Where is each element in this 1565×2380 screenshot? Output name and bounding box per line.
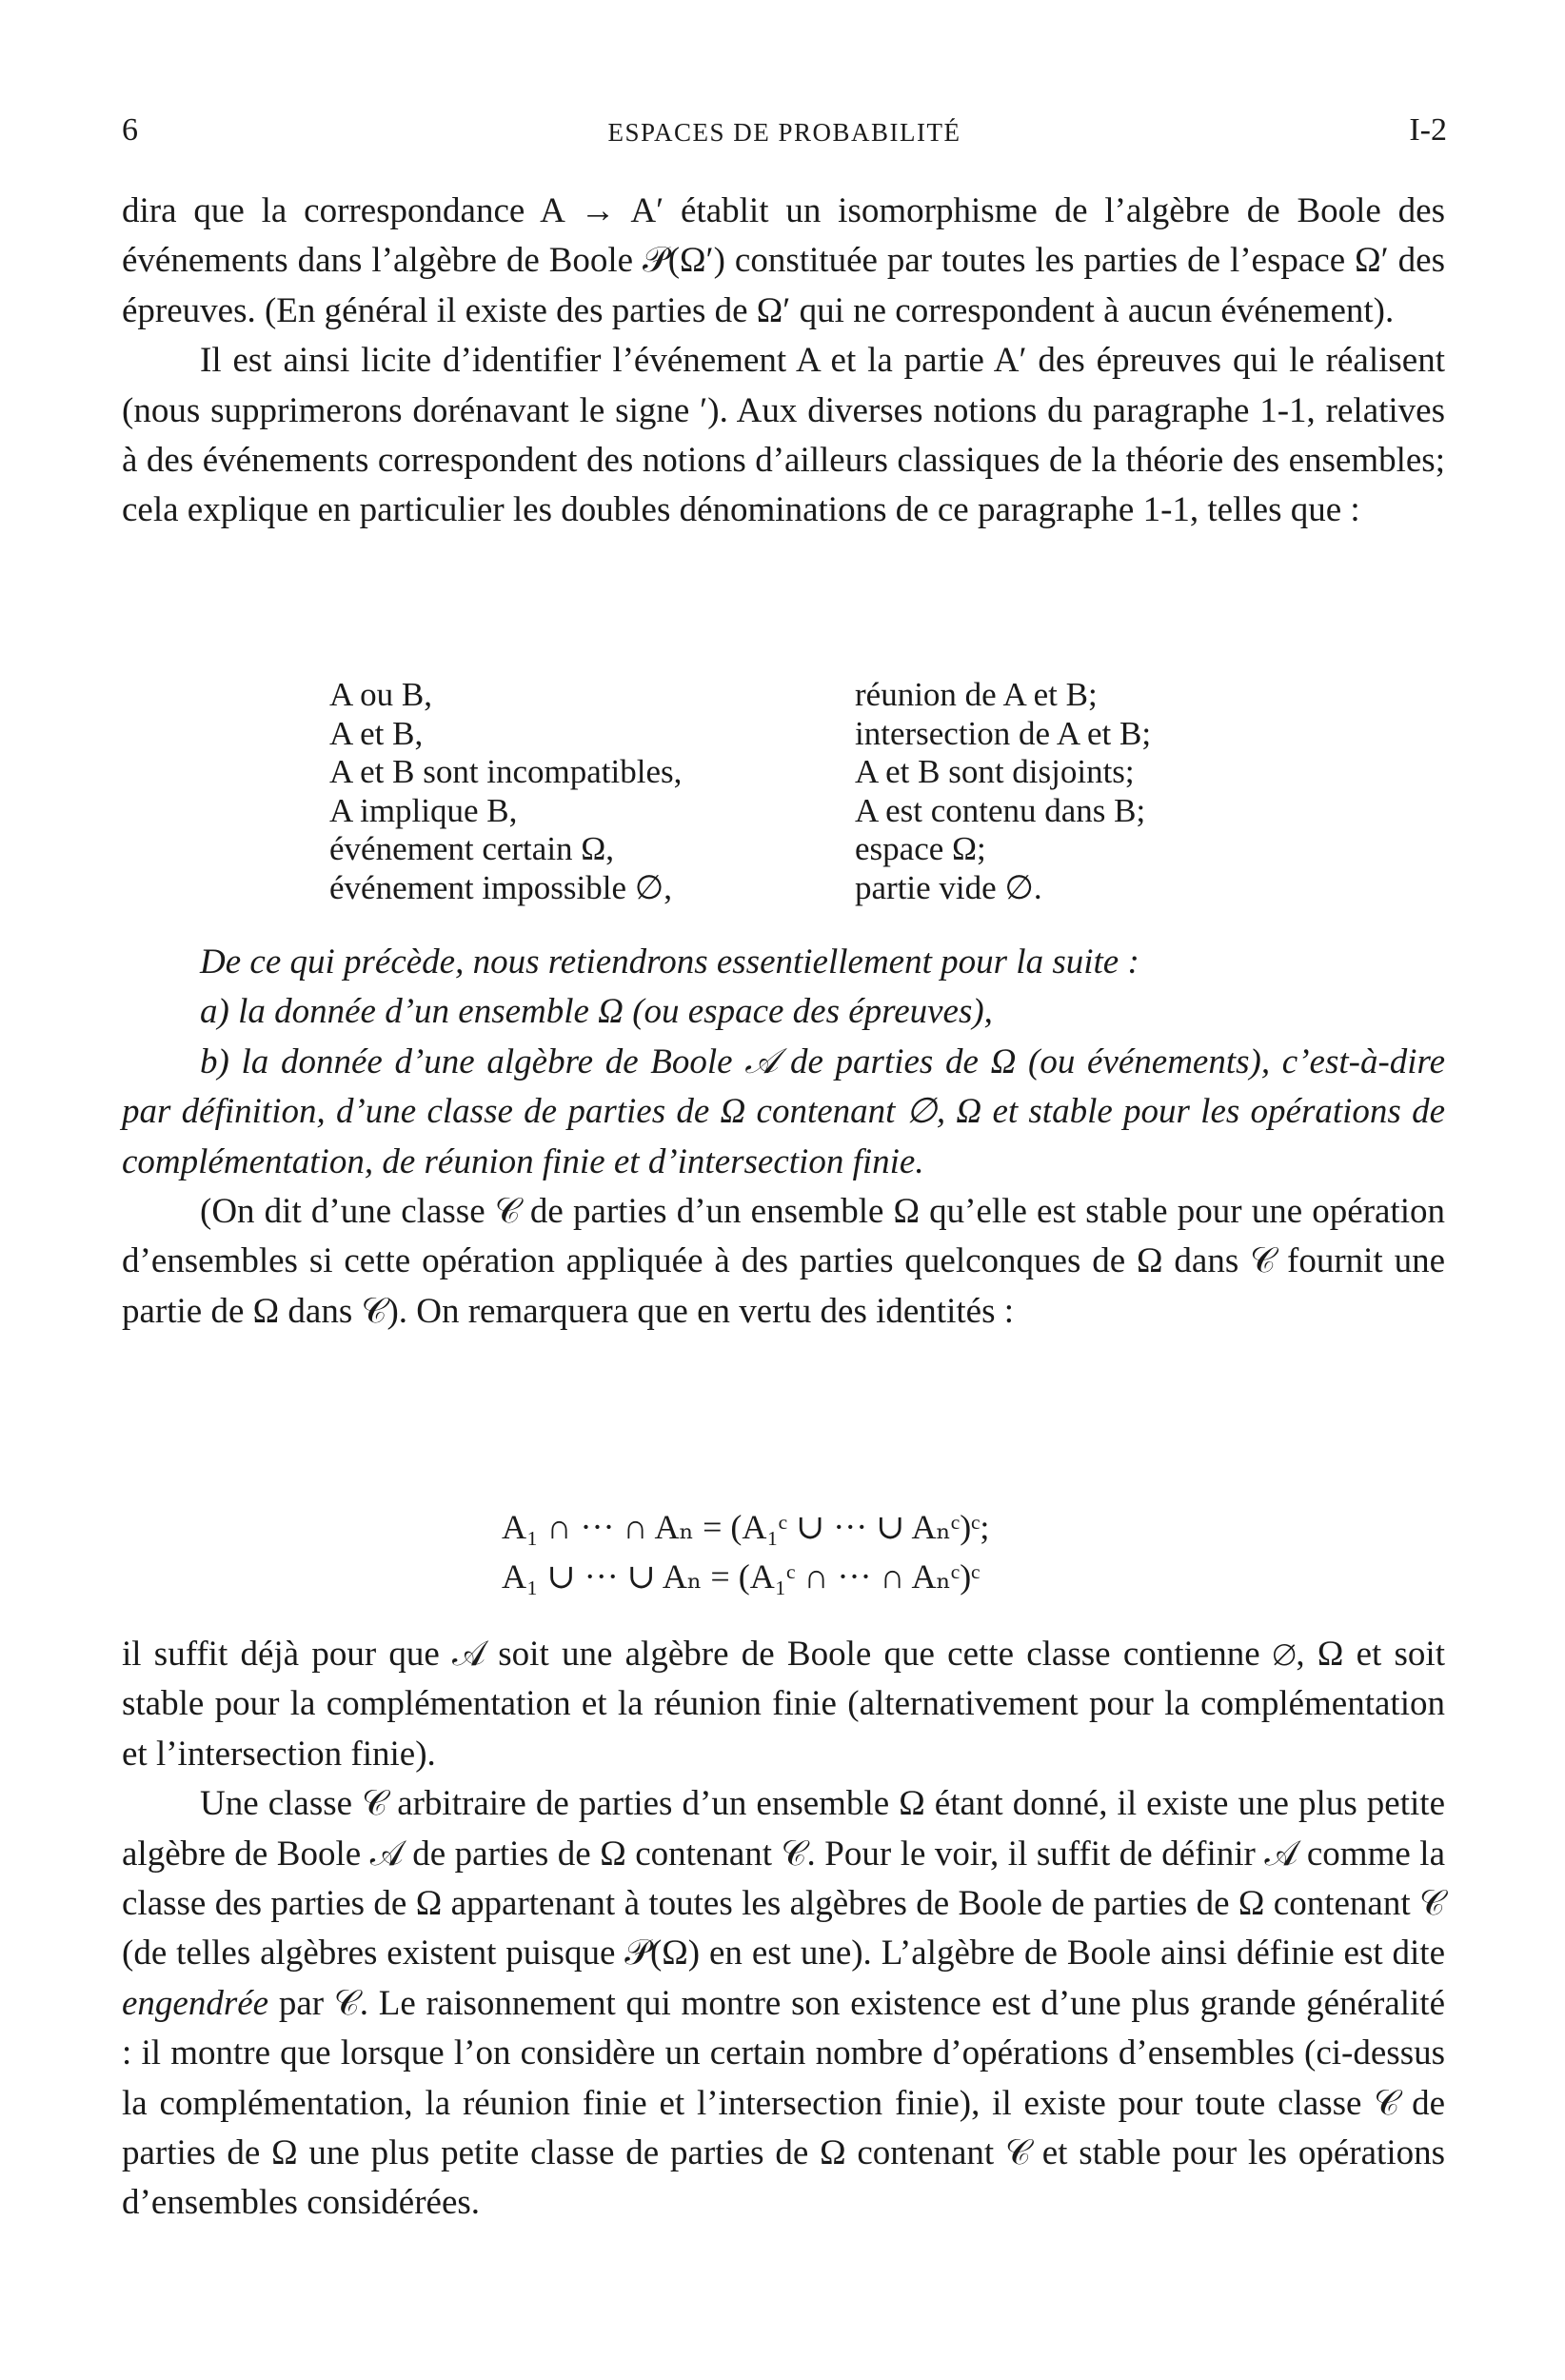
paragraph-identification: Il est ainsi licite d’identifier l’événement A et la partie A′ des épreuves qui le réalisent (nous supprimerons dorénavant le signe ′). Aux diverses notions du paragraphe 1-1, relatives à des événements correspondent des notions d’ailleurs classiques de la théorie des ensembles; cela explique en particulier les doubles dénominations de ce paragraphe 1-1, telles que : [122,341,1445,530]
set-term: intersection de A et B; [855,714,1152,752]
generated-part-2: par 𝒞. Le raisonnement qui montre son existence est d’une plus grande généralité : il montre que lorsque l’on considère un certain nombre d’opérations d’ensembles (ci-dessus la complémentation, la réunion finie et l’intersection finie), il existe pour toute classe 𝒞 de parties de Ω une plus petite classe de parties de Ω contenant 𝒞 et stable pour les opérations d’ensembles considérées. [122,1983,1445,2223]
bottom-text-block [122,1630,1445,2229]
paragraph-suffit: il suffit déjà pour que 𝒜 soit une algèbre de Boole que cette classe contienne ∅, Ω et soit stable pour la complémentation et la réunion finie (alternativement pour la complémentation et l’intersection finie). [122,1635,1445,1774]
event-term: A et B, [329,714,424,752]
running-header [122,112,1447,160]
set-term: espace Ω; [855,830,986,867]
event-term: événement impossible ∅, [329,868,672,906]
section-number: I-2 [1409,112,1447,148]
correspondence-table [329,676,1281,907]
set-term: réunion de A et B; [855,676,1098,713]
pair-row [329,676,1281,715]
pair-row [329,792,1281,831]
top-text-block [122,187,1445,536]
page-number: 6 [122,112,138,148]
item-b: b) la donnée d’une algèbre de Boole 𝒜 de parties de Ω (ou événements), c’est-à-dire par définition, d’une classe de parties de Ω contenant ∅, Ω et stable pour les opérations de complémentation, de réunion finie et d’intersection finie. [122,1041,1445,1181]
formula-row [0,1502,1565,1552]
generated-part-1: Une classe 𝒞 arbitraire de parties d’un ensemble Ω étant donné, il existe une plus petite algèbre de Boole 𝒜 de parties de Ω contenant 𝒞. Pour le voir, il suffit de définir 𝒜 comme la classe des parties de Ω appartenant à toutes les algèbres de Boole de parties de Ω contenant 𝒞 (de telles algèbres existent puisque 𝒫(Ω) en est une). L’algèbre de Boole ainsi définie est dite [122,1784,1445,1973]
set-term: A et B sont disjoints; [855,753,1135,790]
event-term: événement certain Ω, [329,830,615,867]
definition-block [122,938,1445,1337]
pair-row [329,830,1281,869]
item-a: a) la donnée d’un ensemble Ω (ou espace des épreuves), [200,992,993,1032]
paragraph-stable: (On dit d’une classe 𝒞 de parties d’un ensemble Ω qu’elle est stable pour une opération d’ensembles si cette opération appliquée à des parties quelconques de Ω dans 𝒞 fournit une partie de Ω dans 𝒞). On remarquera que en vertu des identités : [122,1192,1445,1331]
identities [0,1502,1565,1601]
set-term: A est contenu dans B; [855,791,1146,829]
pair-row [329,715,1281,754]
italic-intro: De ce qui précède, nous retiendrons essentiellement pour la suite : [200,942,1139,982]
formula-union: A₁ ∪ ··· ∪ Aₙ = (A₁ᶜ ∩ ··· ∩ Aₙᶜ)ᶜ [502,1557,981,1596]
set-term: partie vide ∅. [855,868,1042,906]
term-engendree: engendrée [122,1983,269,2023]
running-title: ESPACES DE PROBABILITÉ [607,118,961,147]
pair-row [329,753,1281,792]
event-term: A ou B, [329,676,432,713]
event-term: A et B sont incompatibles, [329,753,683,790]
formula-intersection: A₁ ∩ ··· ∩ Aₙ = (A₁ᶜ ∪ ··· ∪ Aₙᶜ)ᶜ; [502,1508,990,1546]
paragraph-isomorphism: dira que la correspondance A → A′ établit un isomorphisme de l’algèbre de Boole des événements dans l’algèbre de Boole 𝒫(Ω′) constituée par toutes les parties de l’espace Ω′ des épreuves. (En général il existe des parties de Ω′ qui ne correspondent à aucun événement). [122,191,1445,330]
formula-row [0,1552,1565,1601]
pair-row [329,869,1281,908]
paragraph-generated-algebra [122,1779,1445,2229]
event-term: A implique B, [329,791,518,829]
